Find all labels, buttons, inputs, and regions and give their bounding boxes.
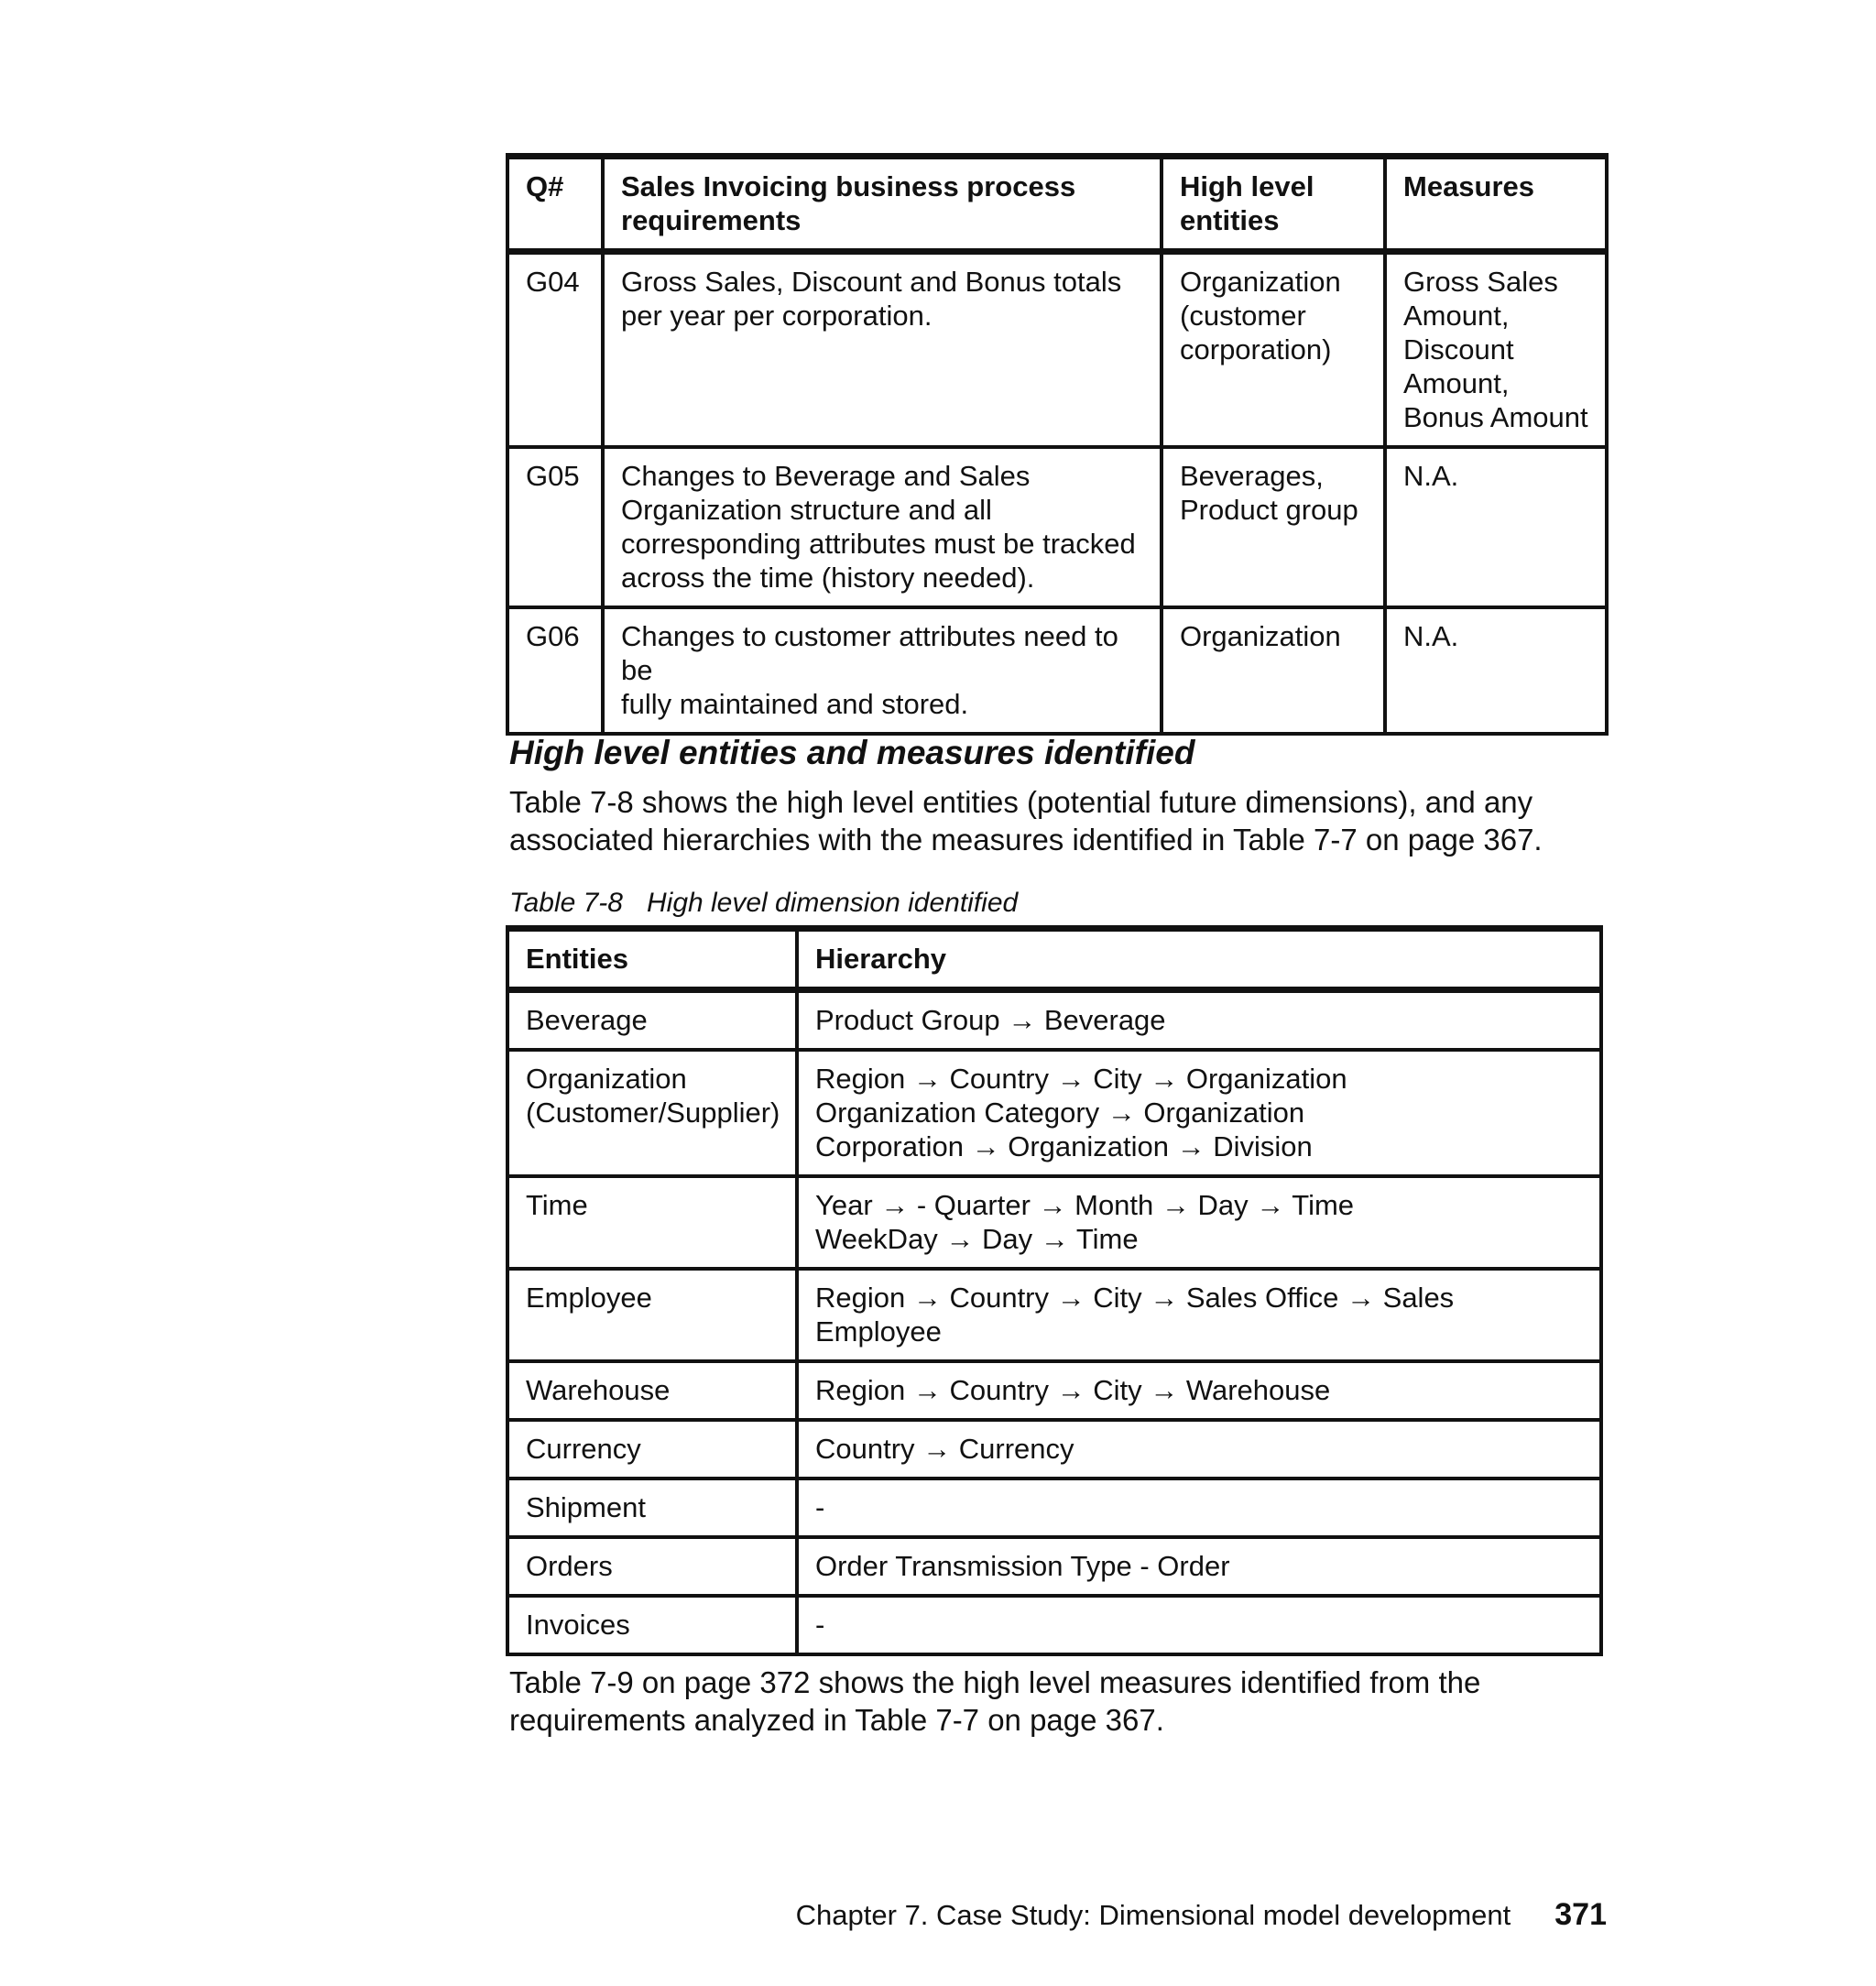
cell-measures: Gross Sales Amount, Discount Amount, Bonus Amount	[1385, 252, 1607, 448]
cell-hierarchy: Product Group → Beverage	[797, 990, 1601, 1051]
cell-entities: Organization (customer corporation)	[1162, 252, 1385, 448]
table-row	[507, 1269, 1601, 1361]
cell-entity: Shipment	[507, 1479, 797, 1537]
page-footer	[796, 1897, 1607, 1933]
cell-requirement: Changes to Beverage and Sales Organization structure and all corresponding attributes must be tracked across the time (history needed).	[603, 447, 1162, 607]
cell-hierarchy: Country → Currency	[797, 1420, 1601, 1479]
cell-hierarchy: Region → Country → City → Organization Organization Category → Organization Corporation → Organization → Division	[797, 1050, 1601, 1176]
cell-q-number: G05	[507, 447, 603, 607]
section-heading: High level entities and measures identified	[509, 734, 1195, 771]
table-row	[507, 990, 1601, 1051]
cell-entity: Invoices	[507, 1596, 797, 1654]
table-row	[507, 447, 1607, 607]
page-number: 371	[1554, 1897, 1607, 1932]
table-row	[507, 252, 1607, 448]
cell-entity: Warehouse	[507, 1361, 797, 1420]
cell-entities: Beverages, Product group	[1162, 447, 1385, 607]
table-row	[507, 1537, 1601, 1596]
header-measures: Measures	[1385, 157, 1607, 252]
table-row	[507, 1361, 1601, 1420]
cell-entities: Organization	[1162, 607, 1385, 734]
cell-hierarchy: Order Transmission Type - Order	[797, 1537, 1601, 1596]
cell-requirement: Gross Sales, Discount and Bonus totals per year per corporation.	[603, 252, 1162, 448]
cell-hierarchy: -	[797, 1596, 1601, 1654]
header-entities: Entities	[507, 929, 797, 990]
table-row	[507, 1479, 1601, 1537]
header-q-number: Q#	[507, 157, 603, 252]
cell-hierarchy: -	[797, 1479, 1601, 1537]
table-header-row	[507, 157, 1607, 252]
cell-entity: Time	[507, 1176, 797, 1269]
table-row	[507, 1050, 1601, 1176]
table-header-row	[507, 929, 1601, 990]
cell-entity: Employee	[507, 1269, 797, 1361]
cell-q-number: G06	[507, 607, 603, 734]
table-row	[507, 607, 1607, 734]
table-caption	[509, 887, 1018, 920]
table-caption-number: Table 7-8	[509, 888, 623, 918]
requirements-table	[506, 153, 1609, 736]
table-row	[507, 1420, 1601, 1479]
body-paragraph: Table 7-9 on page 372 shows the high level measures identified from the requirements analyzed in Table 7-7 on page 367.	[509, 1665, 1481, 1737]
cell-hierarchy: Region → Country → City → Warehouse	[797, 1361, 1601, 1420]
header-requirements: Sales Invoicing business process requirements	[603, 157, 1162, 252]
cell-q-number: G04	[507, 252, 603, 448]
cell-hierarchy: Region → Country → City → Sales Office → Sales Employee	[797, 1269, 1601, 1361]
cell-measures: N.A.	[1385, 607, 1607, 734]
cell-entity: Orders	[507, 1537, 797, 1596]
cell-hierarchy: Year → - Quarter → Month → Day → Time WeekDay → Day → Time	[797, 1176, 1601, 1269]
footer-chapter-title: Chapter 7. Case Study: Dimensional model development	[795, 1899, 1511, 1931]
cell-entity: Organization (Customer/Supplier)	[507, 1050, 797, 1176]
cell-entity: Beverage	[507, 990, 797, 1051]
header-high-level-entities: High level entities	[1162, 157, 1385, 252]
table-row	[507, 1596, 1601, 1654]
header-hierarchy: Hierarchy	[797, 929, 1601, 990]
dimension-table	[506, 925, 1603, 1656]
cell-requirement: Changes to customer attributes need to be fully maintained and stored.	[603, 607, 1162, 734]
table-caption-title: High level dimension identified	[646, 888, 1019, 918]
table-row	[507, 1176, 1601, 1269]
body-paragraph: Table 7-8 shows the high level entities (potential future dimensions), and any associated hierarchies with the measures identified in Table 7-7 on page 367.	[509, 785, 1543, 857]
cell-entity: Currency	[507, 1420, 797, 1479]
cell-measures: N.A.	[1385, 447, 1607, 607]
